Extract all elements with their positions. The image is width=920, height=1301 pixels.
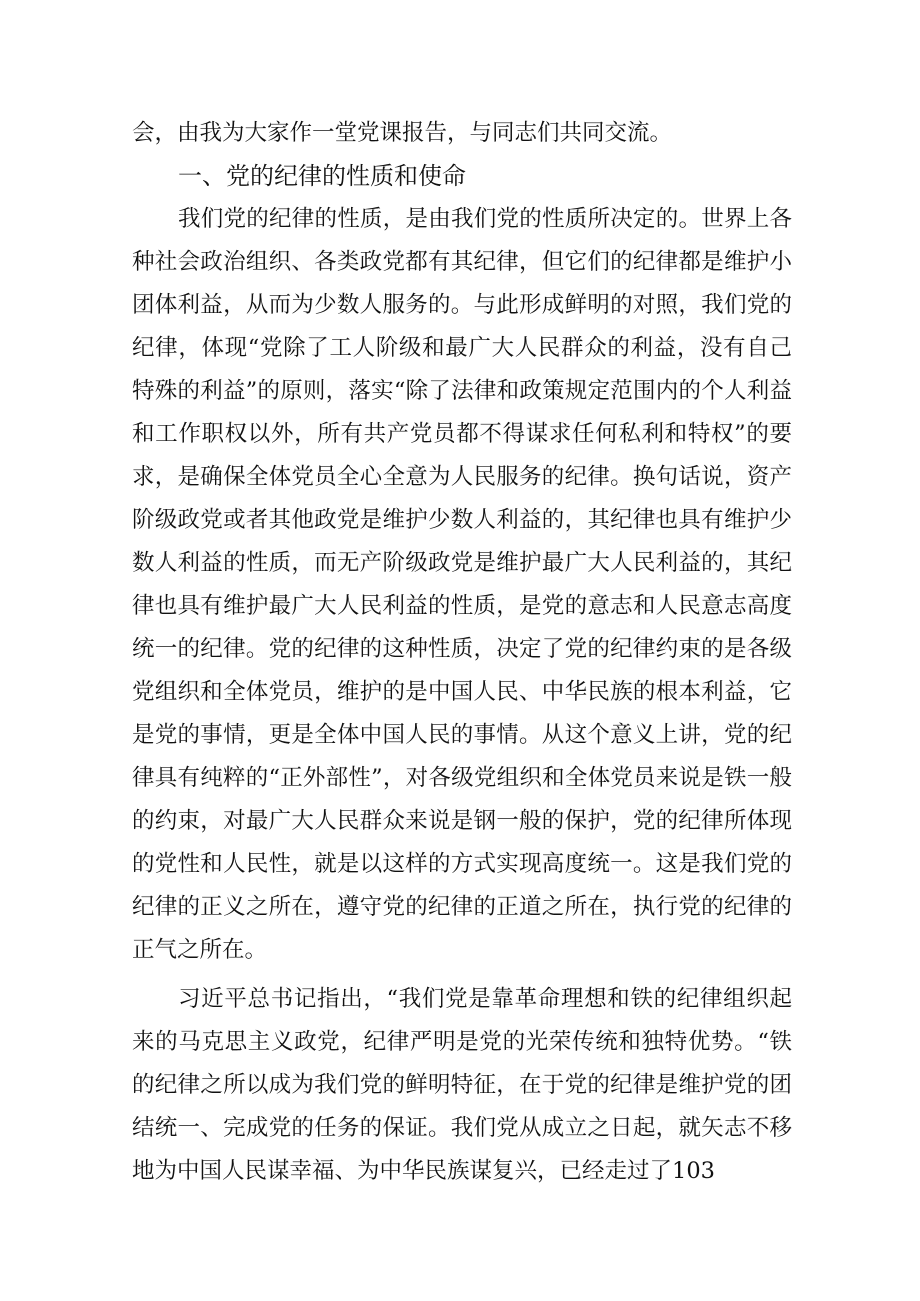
- section-heading: 一、党的纪律的性质和使命: [178, 162, 466, 190]
- lead-line: 会，由我为大家作一堂党课报告，与同志们共同交流。: [132, 120, 673, 146]
- document-body: [132, 112, 792, 1193]
- paragraph-xi-quote: 习近平总书记指出，“我们党是靠革命理想和铁的纪律组织起来的马克思主义政党，纪律严明是党的光荣传统和独特优势。“铁的纪律之所以成为我们党的鲜明特征，在于党的纪律是维护党的团结统一、完成党的任务的保证。我们党从成立之日起，就矢志不移地为中国人民谋幸福、为中华民族谋复兴，已经走过了103: [132, 986, 792, 1184]
- paragraph-nature-of-discipline: 我们党的纪律的性质，是由我们党的性质所决定的。世界上各种社会政治组织、各类政党都有其纪律，但它们的纪律都是维护小团体利益，从而为少数人服务的。与此形成鲜明的对照，我们党的纪律，体现“党除了工人阶级和最广大人民群众的利益，没有自己特殊的利益”的原则，落实“除了法律和政策规定范围内的个人利益和工作职权以外，所有共产党员都不得谋求任何私利和特权”的要求，是确保全体党员全心全意为人民服务的纪律。换句话说，资产阶级政党或者其他政党是维护少数人利益的，其纪律也具有维护少数人利益的性质，而无产阶级政党是维护最广大人民利益的，其纪律也具有维护最广大人民利益的性质，是党的意志和人民意志高度统一的纪律。党的纪律的这种性质，决定了党的纪律约束的是各级党组织和全体党员，维护的是中国人民、中华民族的根本利益，它是党的事情，更是全体中国人民的事情。从这个意义上讲，党的纪律具有纯粹的“正外部性”，对各级党组织和全体党员来说是铁一般的约束，对最广大人民群众来说是钢一般的保护，党的纪律所体现的党性和人民性，就是以这样的方式实现高度统一。这是我们党的纪律的正义之所在，遵守党的纪律的正道之所在，执行党的纪律的正气之所在。: [132, 206, 792, 963]
